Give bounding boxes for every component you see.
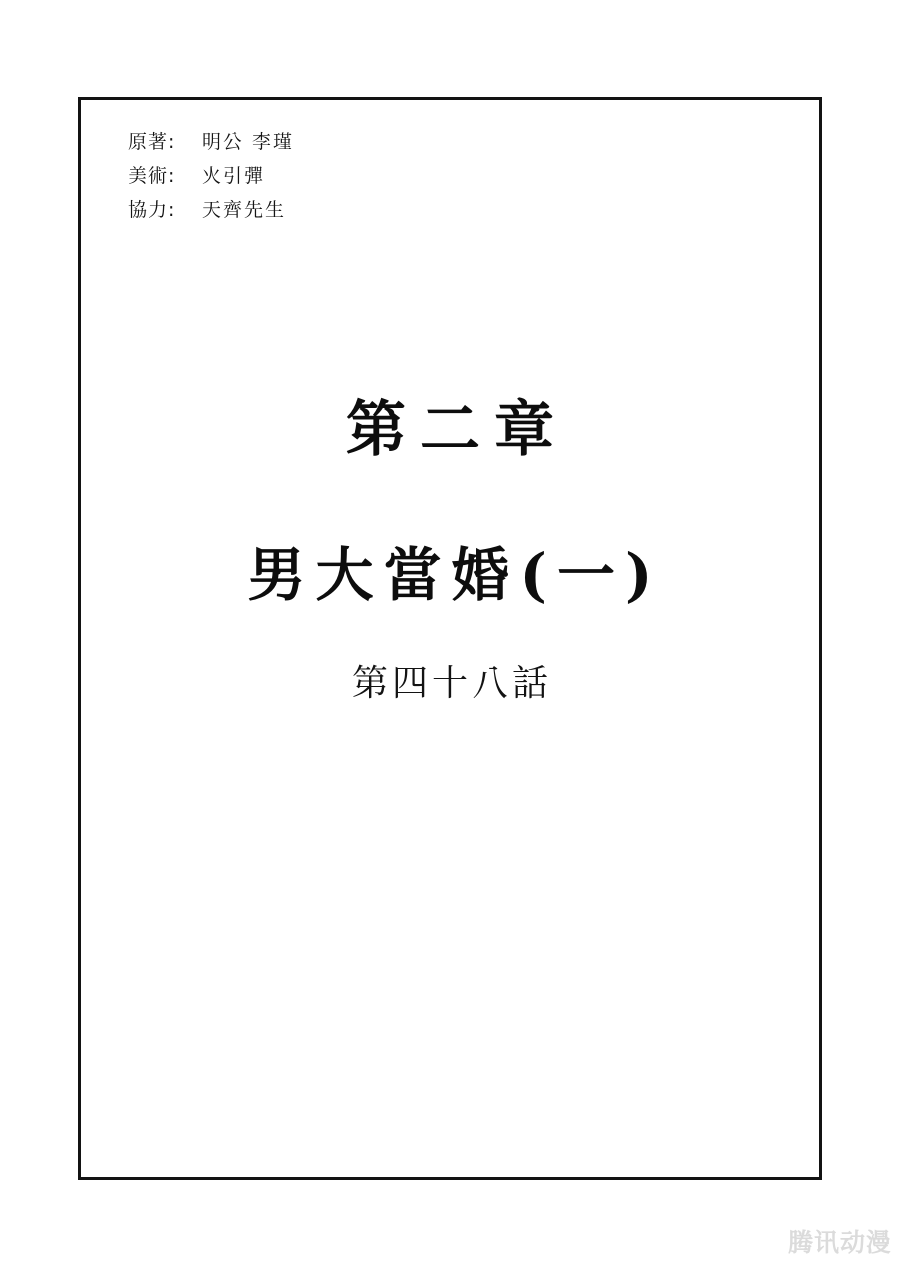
credit-row — [128, 201, 294, 220]
credit-value-art: 火引彈 — [202, 165, 266, 187]
credit-label-author: 原著: — [128, 131, 176, 153]
credit-label-assist: 協力: — [128, 199, 176, 221]
credit-value-assist: 天齊先生 — [202, 199, 287, 221]
credit-label-art: 美術: — [128, 165, 176, 187]
watermark-text: 腾讯动漫 — [787, 1228, 892, 1257]
chapter-title: 男大當婚(一) — [247, 541, 663, 609]
episode-number: 第四十八話 — [351, 663, 552, 704]
credit-row — [128, 167, 294, 186]
comic-page-frame — [78, 97, 822, 1180]
chapter-number: 第二章 — [346, 395, 568, 465]
credit-value-author: 明公 李瑾 — [202, 131, 295, 153]
title-block — [81, 395, 819, 704]
credits-block — [128, 133, 294, 235]
watermark — [788, 1223, 892, 1259]
credit-row — [128, 133, 294, 152]
